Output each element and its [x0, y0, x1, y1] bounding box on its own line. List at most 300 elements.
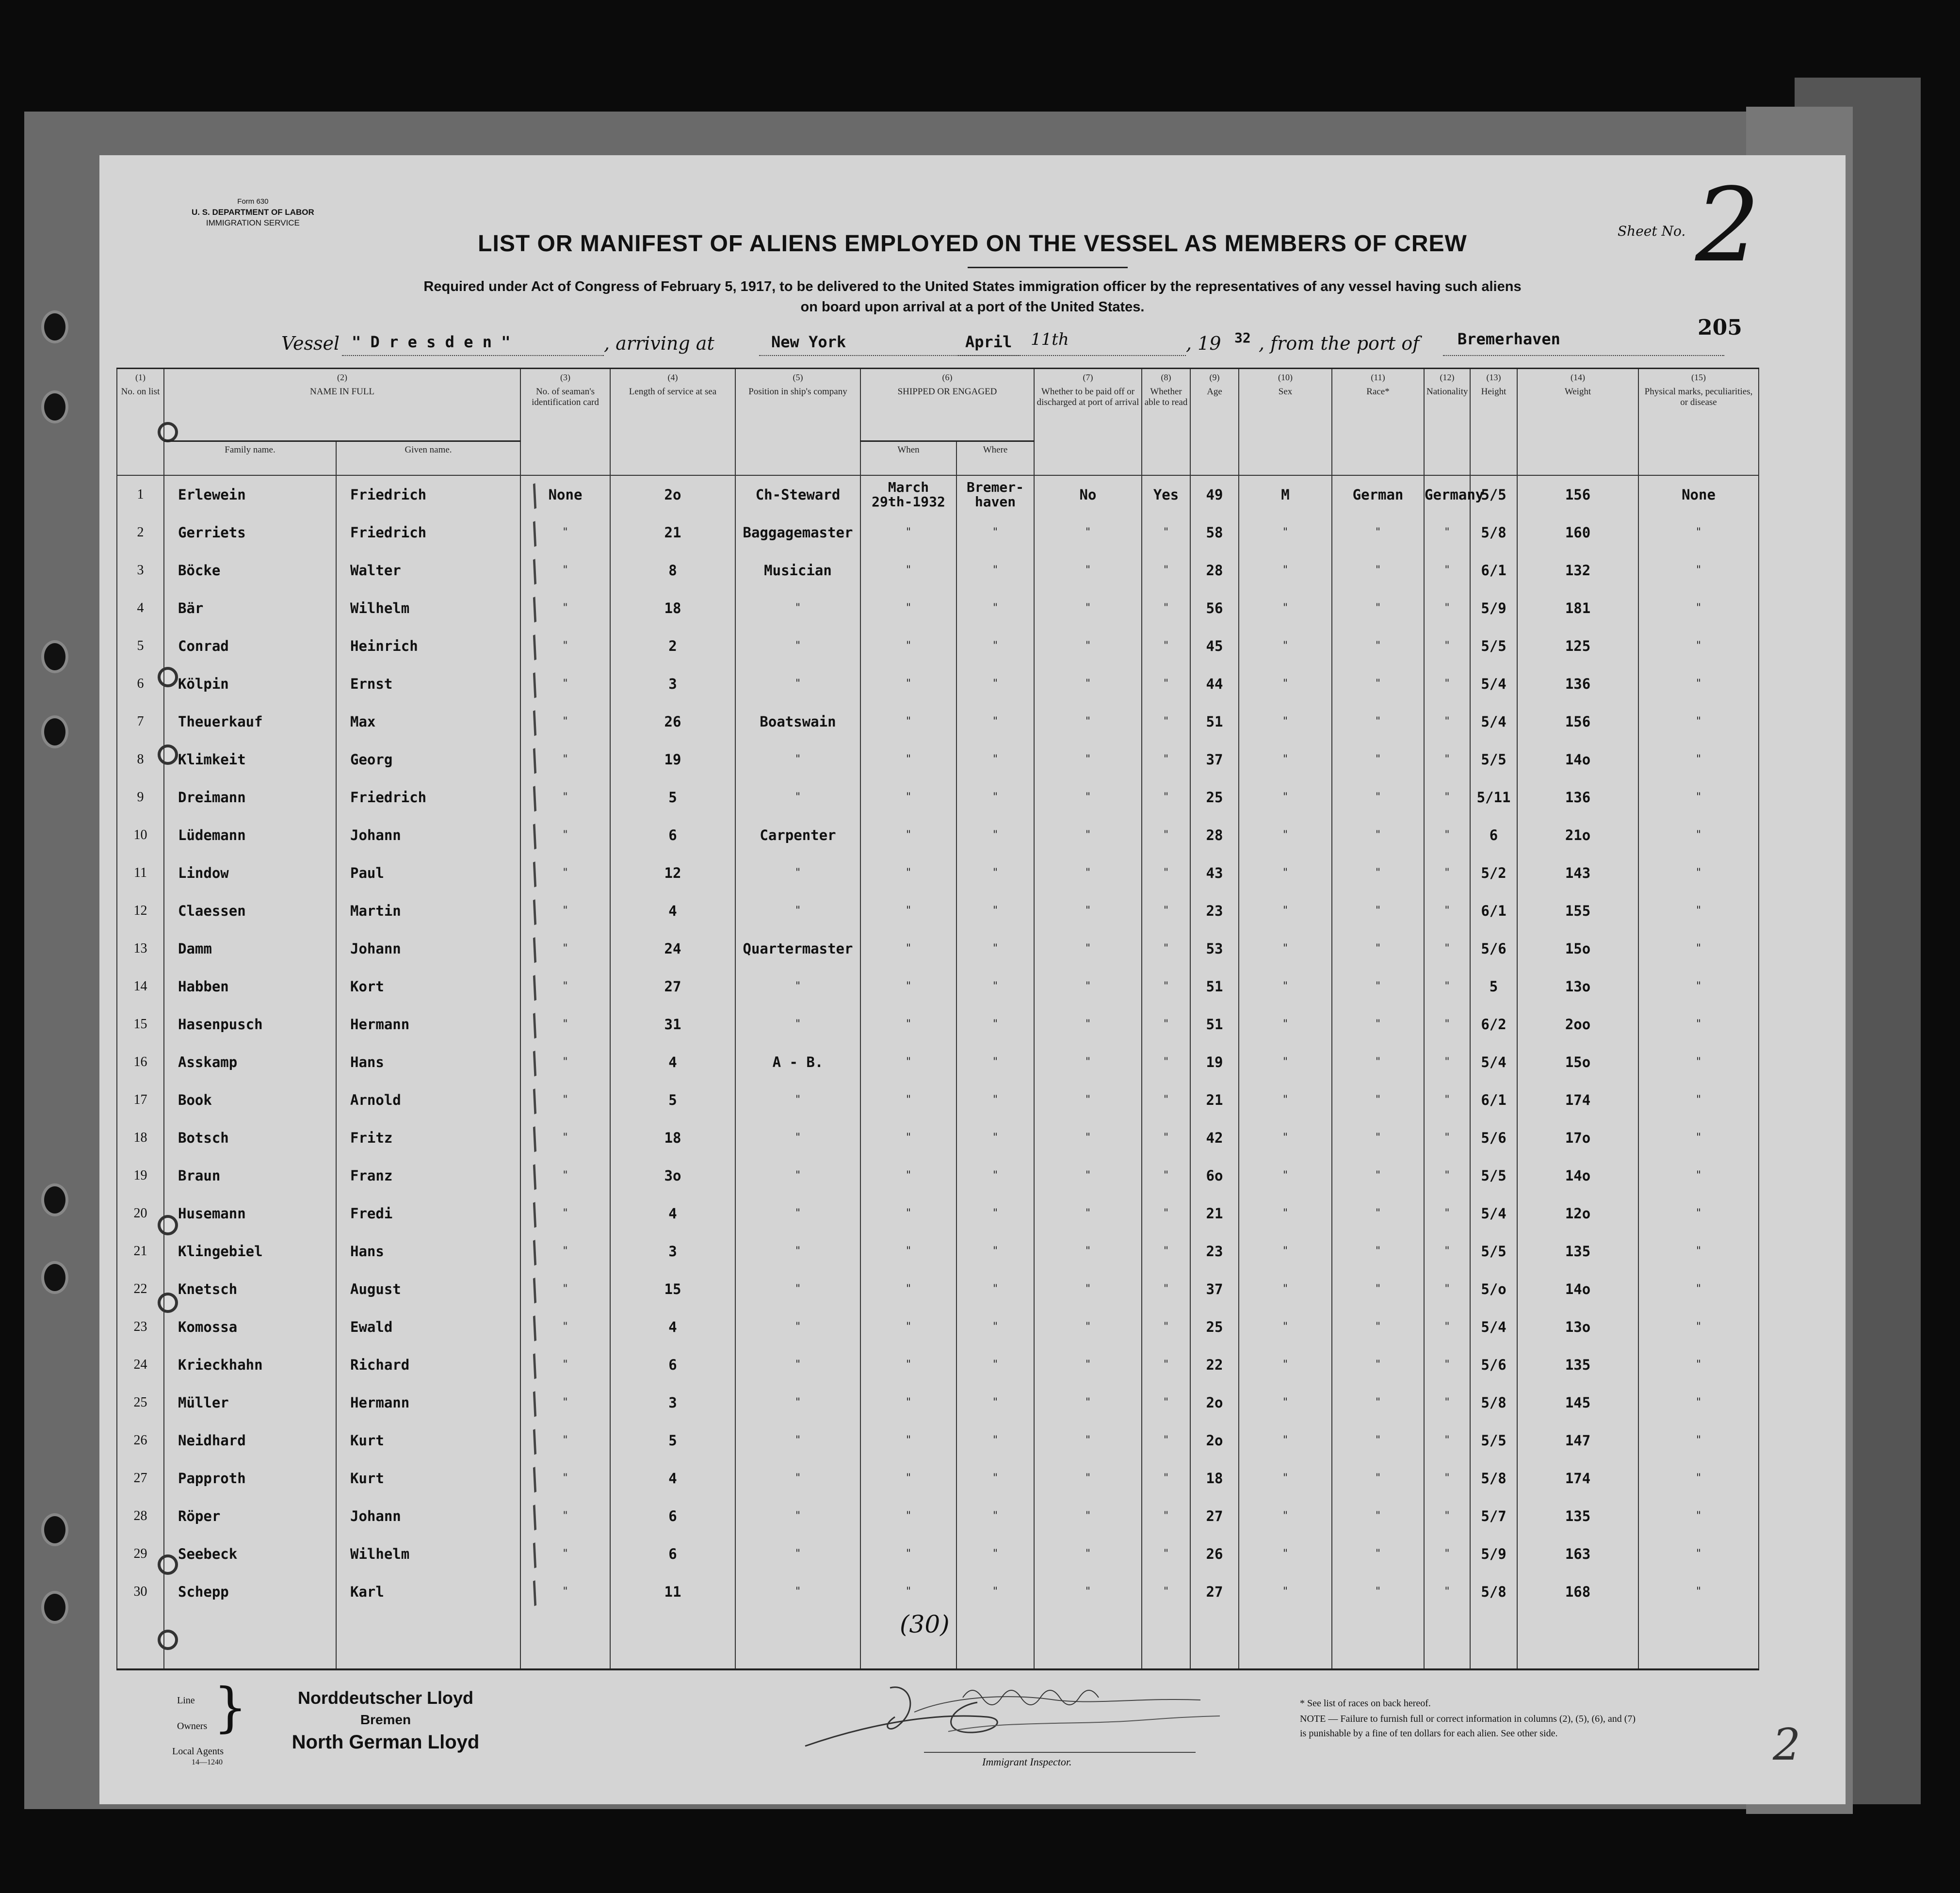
races-note: * See list of races on back hereof. — [1300, 1698, 1431, 1709]
ditto-mark: " — [1163, 1132, 1169, 1144]
height-cell — [1470, 514, 1517, 551]
ditto-mark: " — [905, 1207, 912, 1219]
table-row — [117, 1043, 1759, 1081]
table-row — [117, 741, 1759, 778]
service-length-cell — [610, 1043, 735, 1081]
family-name-cell — [164, 551, 336, 589]
row-number-cell — [117, 1119, 164, 1157]
row-number-cell — [117, 1005, 164, 1043]
family-name: Hasenpusch — [178, 1016, 263, 1033]
race-cell — [1332, 968, 1424, 1005]
nationality: Germany — [1425, 486, 1484, 503]
height: 5/11 — [1476, 789, 1511, 806]
page-title: LIST OR MANIFEST OF ALIENS EMPLOYED ON THE VESSEL AS MEMBERS OF CREW — [478, 231, 1467, 257]
sex-cell — [1239, 1459, 1332, 1497]
ditto-mark: " — [1282, 1245, 1289, 1257]
family-name-cell — [164, 968, 336, 1005]
nationality-cell — [1424, 1573, 1470, 1611]
ditto-mark: " — [992, 1359, 999, 1371]
ditto-mark: " — [794, 1586, 801, 1598]
physical-marks-cell — [1638, 703, 1759, 741]
service-length-cell — [610, 1308, 735, 1346]
ditto-mark: " — [905, 942, 912, 955]
given-name-cell — [336, 1422, 545, 1459]
row-number-cell — [117, 1195, 164, 1232]
family-name-cell — [164, 514, 336, 551]
row-number-cell — [117, 1459, 164, 1497]
physical-marks-cell — [1638, 665, 1759, 703]
ditto-mark: " — [562, 1510, 569, 1522]
ditto-mark: " — [1085, 905, 1091, 917]
height-cell — [1470, 816, 1517, 854]
weight: 12o — [1565, 1205, 1591, 1222]
nationality-cell — [1424, 854, 1470, 892]
family-name: Lindow — [178, 864, 229, 881]
ditto-mark: " — [1695, 1396, 1702, 1408]
family-name: Schepp — [178, 1583, 229, 1600]
sex-cell — [1239, 1422, 1332, 1459]
shipped-when-cell — [860, 854, 956, 892]
height: 5/6 — [1481, 940, 1506, 957]
ditto-mark: " — [1282, 1094, 1289, 1106]
ditto-mark: " — [1085, 867, 1091, 879]
table-row — [117, 1308, 1759, 1346]
sex-cell — [1239, 1535, 1332, 1573]
given-name-cell — [336, 1497, 545, 1535]
weight: 15o — [1565, 1053, 1591, 1070]
ditto-mark: " — [992, 980, 999, 992]
row-number: 23 — [133, 1319, 147, 1334]
empty-cell — [1424, 1611, 1470, 1670]
position-cell — [735, 665, 860, 703]
ditto-mark: " — [562, 1094, 569, 1106]
ditto-mark: " — [1085, 640, 1091, 652]
ditto-mark: " — [562, 1169, 569, 1181]
weight-cell — [1517, 1005, 1638, 1043]
row-number: 17 — [133, 1092, 147, 1107]
given-name-cell — [336, 589, 545, 627]
weight-cell — [1517, 475, 1638, 514]
ditto-mark: " — [992, 867, 999, 879]
row-number-cell — [117, 665, 164, 703]
row-number: 12 — [133, 903, 147, 918]
ditto-mark: " — [992, 829, 999, 841]
ditto-mark: " — [992, 715, 999, 728]
family-name: Seebeck — [178, 1545, 238, 1562]
shipped-when-cell — [860, 816, 956, 854]
service-length: 15 — [664, 1280, 681, 1297]
service-length-cell — [610, 854, 735, 892]
local-agents-label: Local Agents — [172, 1746, 224, 1757]
age-cell — [1190, 968, 1239, 1005]
given-name: Kort — [350, 978, 384, 995]
given-name-cell — [336, 816, 545, 854]
row-number: 8 — [137, 751, 144, 767]
family-name-cell — [164, 1422, 336, 1459]
age-cell — [1190, 1308, 1239, 1346]
ditto-mark: " — [1163, 1207, 1169, 1219]
sex-cell — [1239, 1346, 1332, 1384]
service-length: 6 — [668, 1356, 677, 1373]
check-mark-icon: / — [524, 667, 545, 702]
ditto-mark: " — [1375, 829, 1381, 841]
ditto-mark: " — [1085, 1245, 1091, 1257]
inspector-signature — [803, 1678, 1239, 1751]
table-row — [117, 1157, 1759, 1195]
row-number: 30 — [133, 1584, 147, 1599]
ditto-mark: " — [1375, 980, 1381, 992]
service-length: 4 — [668, 1205, 677, 1222]
shipped-where-cell — [956, 1195, 1034, 1232]
ditto-mark: " — [905, 1094, 912, 1106]
ditto-mark: " — [1443, 1434, 1451, 1446]
height: 5/4 — [1481, 675, 1506, 692]
row-number-cell — [117, 968, 164, 1005]
row-number-cell — [117, 627, 164, 665]
ditto-mark: " — [1695, 791, 1702, 803]
race-cell — [1332, 854, 1424, 892]
ditto-mark: " — [1443, 980, 1451, 992]
paid-off-cell — [1034, 1346, 1142, 1384]
service-length: 2 — [668, 637, 677, 654]
race-cell — [1332, 816, 1424, 854]
given-name-cell — [336, 1535, 545, 1573]
age: 42 — [1206, 1129, 1223, 1146]
row-number-cell — [117, 1346, 164, 1384]
shipped-when-cell — [860, 1497, 956, 1535]
ditto-mark: " — [905, 715, 912, 728]
shipped-where-cell — [956, 551, 1034, 589]
check-mark-icon: / — [524, 1424, 545, 1459]
family-name: Klimkeit — [178, 751, 246, 768]
given-name-cell — [336, 1346, 545, 1384]
ditto-mark: " — [562, 678, 569, 690]
table-row — [117, 514, 1759, 551]
position-cell — [735, 475, 860, 514]
shipped-where-cell — [956, 892, 1034, 930]
shipped-where-cell — [956, 1497, 1034, 1535]
crew-table — [116, 368, 1759, 1670]
height-cell — [1470, 1422, 1517, 1459]
empty-cell — [117, 1611, 164, 1670]
crew-total: (30) — [900, 1610, 950, 1638]
height: 5/5 — [1481, 486, 1506, 503]
given-name: Johann — [350, 940, 401, 957]
ditto-mark: " — [992, 602, 999, 614]
crew-table-wrap — [116, 368, 1758, 1670]
shipped-where-cell — [956, 1005, 1034, 1043]
race-cell — [1332, 1573, 1424, 1611]
ditto-mark: " — [1695, 526, 1702, 538]
position-cell — [735, 1157, 860, 1195]
able-to-read-cell — [1142, 551, 1190, 589]
paid-off-cell — [1034, 1497, 1142, 1535]
ditto-mark: " — [794, 753, 801, 765]
service-length-cell — [610, 778, 735, 816]
service-length: 12 — [664, 864, 681, 881]
shipped-where-cell — [956, 1573, 1034, 1611]
ditto-mark: " — [992, 942, 999, 955]
race-cell — [1332, 1195, 1424, 1232]
col-header-sex: (10) Sex — [1239, 369, 1332, 475]
ditto-mark: " — [1443, 1510, 1451, 1522]
binder-hole — [41, 1591, 68, 1624]
family-name: Habben — [178, 978, 229, 995]
physical-marks-cell — [1638, 1195, 1759, 1232]
race-cell — [1332, 589, 1424, 627]
weight: 15o — [1565, 940, 1591, 957]
given-name-cell — [336, 514, 545, 551]
ditto-mark: " — [562, 640, 569, 652]
service-length-cell — [610, 1005, 735, 1043]
service-length-cell — [610, 1119, 735, 1157]
able-to-read-cell — [1142, 741, 1190, 778]
age: 56 — [1206, 599, 1223, 616]
ditto-mark: " — [1695, 1359, 1702, 1371]
ditto-mark: " — [1282, 1169, 1289, 1181]
age-cell — [1190, 892, 1239, 930]
paid-off-cell — [1034, 1005, 1142, 1043]
sex-cell — [1239, 930, 1332, 968]
height: 5/6 — [1481, 1356, 1506, 1373]
empty-cell — [610, 1611, 735, 1670]
nationality-cell — [1424, 514, 1470, 551]
ditto-mark: " — [1695, 564, 1702, 576]
ditto-mark: " — [562, 1321, 569, 1333]
ditto-mark: " — [1163, 1434, 1169, 1446]
height-cell — [1470, 1497, 1517, 1535]
ditto-mark: " — [1375, 791, 1381, 803]
age: 27 — [1206, 1507, 1223, 1524]
weight-cell — [1517, 1232, 1638, 1270]
service-length: 4 — [668, 1470, 677, 1487]
service-length-cell — [610, 1535, 735, 1573]
age: 45 — [1206, 637, 1223, 654]
ditto-mark: " — [1695, 1132, 1702, 1144]
position-cell — [735, 1346, 860, 1384]
binder-hole — [41, 1183, 68, 1216]
family-name-cell — [164, 1157, 336, 1195]
nationality-cell — [1424, 1119, 1470, 1157]
ditto-mark: " — [562, 715, 569, 728]
ditto-mark: " — [1282, 564, 1289, 576]
able-to-read-cell — [1142, 1270, 1190, 1308]
ditto-mark: " — [1443, 1018, 1451, 1030]
height: 5/4 — [1481, 1205, 1506, 1222]
shipped-where-cell — [956, 514, 1034, 551]
ditto-mark: " — [1163, 942, 1169, 955]
agent-stamp: North German Lloyd — [292, 1731, 480, 1753]
weight-cell — [1517, 778, 1638, 816]
binder-hole — [41, 310, 68, 343]
race-cell — [1332, 627, 1424, 665]
given-name: Fredi — [350, 1205, 393, 1222]
service-length-cell — [610, 475, 735, 514]
nationality-cell — [1424, 475, 1484, 514]
ditto-mark: " — [992, 1132, 999, 1144]
age: 2o — [1206, 1394, 1223, 1411]
shipped-where-cell — [956, 1270, 1034, 1308]
ditto-mark: " — [1163, 1321, 1169, 1333]
check-mark-icon: / — [524, 1310, 545, 1345]
shipped-where-cell — [956, 1346, 1034, 1384]
paid-off-cell — [1034, 1270, 1142, 1308]
height: 5/9 — [1481, 1545, 1506, 1562]
service-length: 5 — [668, 789, 677, 806]
given-name: Georg — [350, 751, 393, 768]
subtitle — [342, 276, 1603, 317]
able-to-read-cell — [1142, 968, 1190, 1005]
shipped-where-cell — [956, 968, 1034, 1005]
able-to-read-cell — [1142, 1232, 1190, 1270]
age-cell — [1190, 1232, 1239, 1270]
ditto-mark: " — [1443, 1359, 1451, 1371]
col-header-age: (9) Age — [1190, 369, 1239, 475]
col-header-where: Where — [956, 441, 1034, 475]
ditto-mark: " — [1443, 1586, 1451, 1598]
height-cell — [1470, 930, 1517, 968]
age: 44 — [1206, 675, 1223, 692]
age-cell — [1190, 930, 1239, 968]
underline — [1443, 355, 1724, 356]
paid-off-cell — [1034, 475, 1142, 514]
check-mark-icon: / — [524, 516, 545, 551]
arrival-port: New York — [771, 333, 846, 351]
ditto-mark: " — [1443, 564, 1451, 576]
ditto-mark: " — [1085, 942, 1091, 955]
physical-marks-cell — [1638, 778, 1759, 816]
shipped-where-cell — [956, 665, 1034, 703]
check-mark-icon: / — [524, 553, 545, 589]
race-cell — [1332, 930, 1424, 968]
height: 5/5 — [1481, 751, 1506, 768]
weight-cell — [1517, 1422, 1638, 1459]
paid-off-cell — [1034, 551, 1142, 589]
row-number: 2 — [137, 524, 144, 540]
ditto-mark: " — [1443, 1472, 1451, 1484]
position-cell — [735, 968, 860, 1005]
given-name-cell — [336, 930, 545, 968]
given-name: Hans — [350, 1243, 384, 1260]
ditto-mark: " — [562, 1018, 569, 1030]
able-to-read: Yes — [1153, 486, 1179, 503]
given-name: Friedrich — [350, 789, 427, 806]
ditto-mark: " — [1375, 1548, 1381, 1560]
ditto-mark: " — [1282, 640, 1289, 652]
given-name: Wilhelm — [350, 599, 410, 616]
check-mark-icon: / — [524, 1159, 545, 1194]
position: Boatswain — [760, 713, 836, 730]
age-cell — [1190, 1573, 1239, 1611]
ditto-mark: " — [1282, 829, 1289, 841]
sex-cell — [1239, 1005, 1332, 1043]
able-to-read-cell — [1142, 854, 1190, 892]
weight: 156 — [1565, 713, 1591, 730]
table-row — [117, 1005, 1759, 1043]
ditto-mark: " — [794, 1396, 801, 1408]
row-number-cell — [117, 1232, 164, 1270]
ditto-mark: " — [905, 564, 912, 576]
ditto-mark: " — [1375, 564, 1381, 576]
service-length: 18 — [664, 1129, 681, 1146]
height: 6/1 — [1481, 1091, 1506, 1108]
able-to-read-cell — [1142, 1119, 1190, 1157]
family-name: Müller — [178, 1394, 229, 1411]
service-length-cell — [610, 1422, 735, 1459]
ditto-mark: " — [1695, 942, 1702, 955]
ditto-mark: " — [992, 1472, 999, 1484]
ditto-mark: " — [794, 1321, 801, 1333]
ditto-mark: " — [992, 1434, 999, 1446]
check-mark-icon: / — [524, 1272, 545, 1308]
ditto-mark: " — [1163, 1586, 1169, 1598]
empty-cell — [1638, 1611, 1759, 1670]
ditto-mark: " — [794, 791, 801, 803]
weight: 135 — [1565, 1507, 1591, 1524]
age: 21 — [1206, 1091, 1223, 1108]
height-cell — [1470, 1081, 1517, 1119]
able-to-read-cell — [1142, 589, 1190, 627]
weight-cell — [1517, 703, 1638, 741]
nationality-cell — [1424, 1232, 1470, 1270]
height: 5/5 — [1481, 637, 1506, 654]
row-number-cell — [117, 1043, 164, 1081]
nationality-cell — [1424, 1535, 1470, 1573]
year-prefix: , 19 — [1186, 333, 1221, 354]
ditto-mark: " — [1695, 753, 1702, 765]
weight: 14o — [1565, 1167, 1591, 1184]
position-cell — [735, 1535, 860, 1573]
sex-cell — [1239, 665, 1332, 703]
service-length: 3 — [668, 1243, 677, 1260]
ditto-mark: " — [794, 1510, 801, 1522]
nationality-cell — [1424, 1005, 1470, 1043]
ditto-mark: " — [1375, 867, 1381, 879]
able-to-read-cell — [1142, 514, 1190, 551]
given-name: Fritz — [350, 1129, 393, 1146]
paid-off-cell — [1034, 1157, 1142, 1195]
sex-cell — [1239, 1270, 1332, 1308]
row-number-cell — [117, 741, 164, 778]
weight: 2oo — [1565, 1016, 1591, 1033]
row-number: 19 — [133, 1167, 147, 1183]
nationality-cell — [1424, 665, 1470, 703]
ditto-mark: " — [562, 1434, 569, 1446]
position: Quartermaster — [743, 940, 853, 957]
ditto-mark: " — [1085, 1586, 1091, 1598]
ditto-mark: " — [562, 942, 569, 955]
service-length: 4 — [668, 1318, 677, 1335]
family-name-cell — [164, 1573, 336, 1611]
service-length-cell — [610, 741, 735, 778]
service-length-cell — [610, 1157, 735, 1195]
paid-off-cell — [1034, 514, 1142, 551]
weight: 163 — [1565, 1545, 1591, 1562]
ditto-mark: " — [1695, 1056, 1702, 1068]
empty-cell — [956, 1611, 1034, 1670]
position-cell — [735, 551, 860, 589]
ditto-mark: " — [562, 602, 569, 614]
weight-cell — [1517, 1573, 1638, 1611]
shipped-when-cell — [860, 1573, 956, 1611]
sex-cell — [1239, 854, 1332, 892]
ditto-mark: " — [562, 1548, 569, 1560]
check-mark-icon: / — [524, 970, 545, 1005]
weight-cell — [1517, 1497, 1638, 1535]
age-cell — [1190, 1043, 1239, 1081]
shipped-where-cell — [956, 475, 1034, 514]
ditto-mark: " — [1695, 602, 1702, 614]
